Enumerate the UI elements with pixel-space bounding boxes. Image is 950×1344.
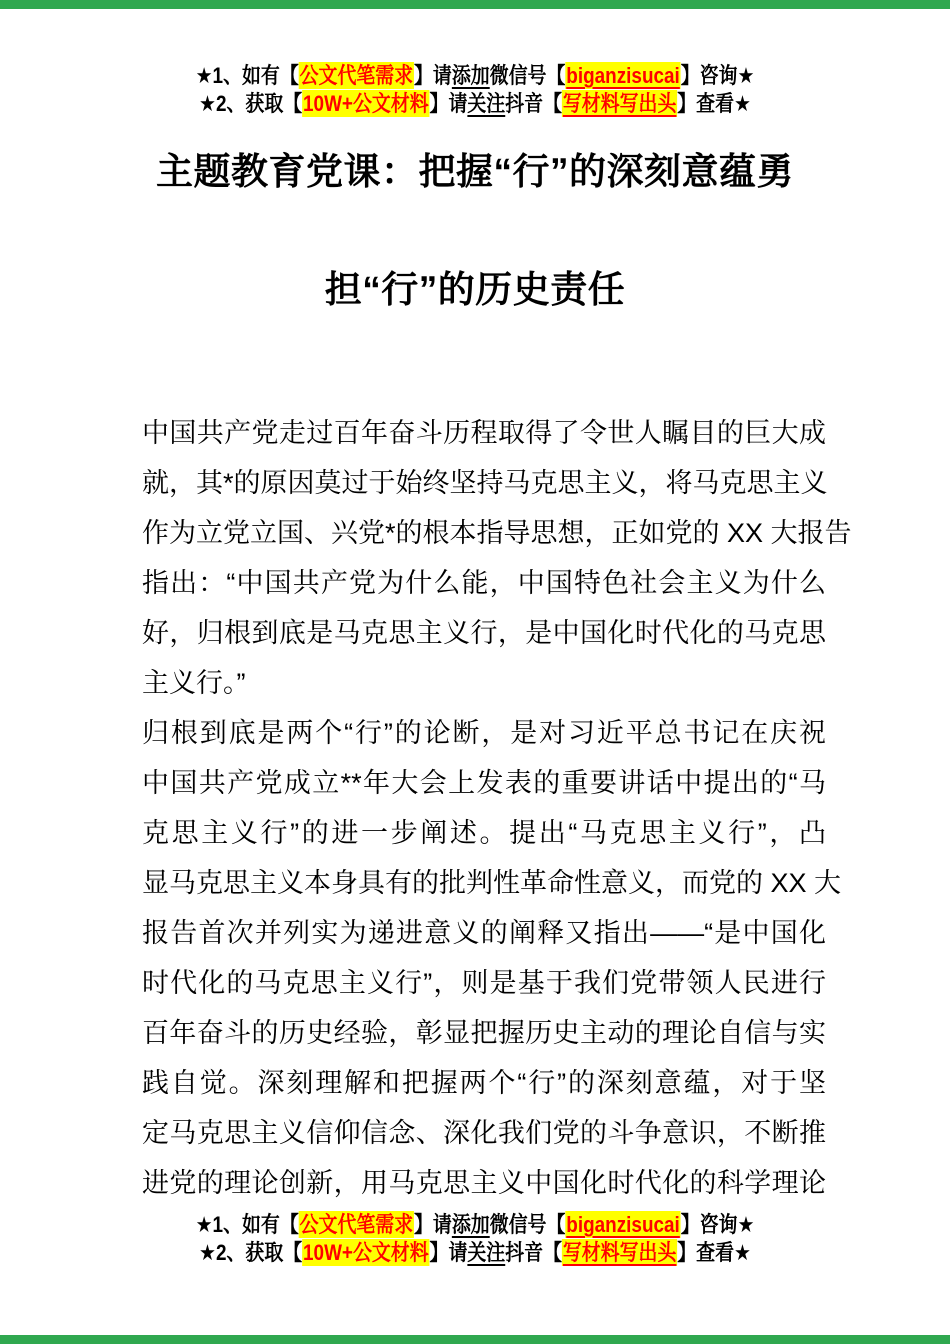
promo-text: ★1、如有【: [195, 63, 299, 88]
body-line: 中国共产党成立**年大会上发表的重要讲话中提出的“马: [142, 768, 826, 798]
promo-highlight-service: 公文代笔需求: [299, 63, 414, 88]
body-line: 克思主义行”的进一步阐述。提出“马克思主义行”，凸: [142, 818, 826, 848]
body-line: 归根到底是两个“行”的论断，是对习近平总书记在庆祝: [142, 718, 826, 748]
promo-text: 抖音【: [505, 91, 563, 116]
promo-text: 】请: [414, 63, 452, 88]
promo-footer-line-2: [67, 1239, 884, 1267]
promo-text: 抖音【: [505, 1240, 563, 1265]
promo-underline-add: 添加: [451, 63, 490, 88]
promo-text: 】请: [429, 91, 468, 116]
promo-text: ★1、如有【: [195, 1212, 299, 1237]
promo-text: 】咨询★: [680, 1212, 755, 1237]
promo-underline-follow: 关注: [467, 91, 506, 116]
title-line-1: 主题教育党课：把握“行”的深刻意蕴勇: [156, 151, 794, 192]
promo-footer-line-1: [67, 1211, 884, 1239]
promo-text: 】查看★: [677, 1240, 751, 1265]
body-line: 定马克思主义信仰信念、深化我们党的斗争意识，不断推: [142, 1118, 826, 1148]
promo-douyin-id: 写材料写出头: [562, 1240, 677, 1265]
promo-header-line-1: [67, 62, 884, 90]
promo-underline-follow: 关注: [467, 1240, 506, 1265]
promo-text: ★2、获取【: [198, 1240, 303, 1265]
document-body: [142, 408, 852, 1208]
body-line: 进党的理论创新，用马克思主义中国化时代化的科学理论: [142, 1168, 826, 1198]
body-line: 显马克思主义本身具有的批判性革命性意义，而党的 XX 大: [142, 868, 842, 898]
body-line: 指出：“中国共产党为什么能，中国特色社会主义为什么: [142, 568, 826, 598]
body-line: 中国共产党走过百年奋斗历程取得了令世人瞩目的巨大成: [142, 418, 826, 448]
body-line: 践自觉。深刻理解和把握两个“行”的深刻意蕴，对于坚: [142, 1068, 826, 1098]
promo-wechat-id: biganzisucai: [566, 1212, 680, 1237]
body-line: 百年奋斗的历史经验，彰显把握历史主动的理论自信与实: [142, 1018, 826, 1048]
body-line: 就，其*的原因莫过于始终坚持马克思主义，将马克思主义: [142, 468, 828, 498]
promo-highlight-materials: 10W+公文材料: [303, 91, 429, 116]
promo-highlight-service: 公文代笔需求: [299, 1212, 414, 1237]
promo-header: [0, 62, 950, 118]
promo-text: 微信号【: [489, 1212, 566, 1237]
body-line-paragraph-end: 主义行。”: [142, 668, 246, 698]
promo-douyin-id: 写材料写出头: [562, 91, 677, 116]
promo-text: 】请: [414, 1212, 452, 1237]
body-line: 时代化的马克思主义行”，则是基于我们党带领人民进行: [142, 968, 826, 998]
promo-footer: [0, 1211, 950, 1267]
promo-text: ★2、获取【: [198, 91, 303, 116]
body-line: 作为立党立国、兴党*的根本指导思想，正如党的 XX 大报告: [142, 518, 852, 548]
body-line: 好，归根到底是马克思主义行，是中国化时代化的马克思: [142, 618, 826, 648]
promo-highlight-materials: 10W+公文材料: [303, 1240, 429, 1265]
document-title: [0, 146, 950, 316]
promo-text: 】请: [429, 1240, 468, 1265]
promo-underline-add: 添加: [451, 1212, 490, 1237]
promo-text: 】查看★: [677, 91, 751, 116]
title-line-2: 担“行”的历史责任: [324, 269, 626, 310]
body-line: 报告首次并列实为递进意义的阐释又指出——“是中国化: [142, 918, 826, 948]
page-border-bottom: [0, 1335, 950, 1344]
promo-text: 微信号【: [489, 63, 566, 88]
page-border-top: [0, 0, 950, 9]
promo-wechat-id: biganzisucai: [566, 63, 680, 88]
promo-text: 】咨询★: [680, 63, 755, 88]
promo-header-line-2: [67, 90, 884, 118]
